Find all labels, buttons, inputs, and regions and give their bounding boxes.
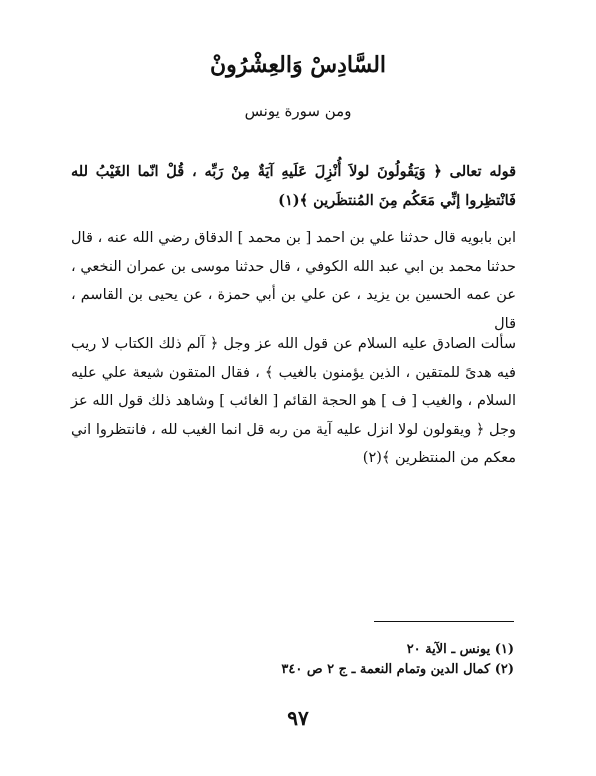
footnote-divider bbox=[374, 621, 514, 622]
chapter-title: السَّادِسْ وَالعِشْرُونْ bbox=[209, 52, 387, 78]
narration-text-paragraph: سألت الصادق عليه السلام عن قول الله عز وجل ﴿ آلم ذلك الكتاب لا ريب فيه هدىً للمتقين ، الذين يؤمنون بالغيب ﴾ ، فقال المتقون شيعة علي عليه السلام ، والغيب [ ف ] هو الحجة القائم [ الغائب ] وشاهد ذلك قول الله عز وجل ﴿ ويقولون لولا انزل عليه آية من ربه قل انما الغيب لله ، فانتظروا اني معكم من المنتظرين ﴾(٢) bbox=[71, 336, 516, 466]
quran-verse-paragraph: قوله تعالى ﴿ وَيَقُولُونَ لولاَ أُنْزِلَ عَلَيهِ آيَةٌ مِنْ رَبِّه ، قُلْ انّما الغَيْبُ لله فَانْتظِروا إنِّي مَعَكُم مِنَ المُنتظَرين ﴾(١) bbox=[71, 163, 516, 209]
section-subtitle: ومن سورة يونس bbox=[244, 102, 352, 120]
narration-chain-paragraph: ابن بابويه قال حدثنا علي بن احمد [ بن محمد ] الدقاق رضي الله عنه ، قال حدثنا محمد بن ابي عبد الله الكوفي ، قال حدثنا موسى بن عمران النخعي ، عن عمه الحسين بن يزيد ، عن علي بن أبي حمزة ، عن يحيى بن القاسم ، قال bbox=[71, 230, 516, 332]
footnotes bbox=[74, 640, 514, 680]
footnote-2: (٢) كمال الدين وتمام النعمة ـ ج ٢ ص ٣٤٠ bbox=[281, 662, 514, 677]
page-number: ٩٧ bbox=[287, 706, 309, 730]
footnote-1: (١) يونس ـ الآية ٢٠ bbox=[406, 642, 514, 657]
